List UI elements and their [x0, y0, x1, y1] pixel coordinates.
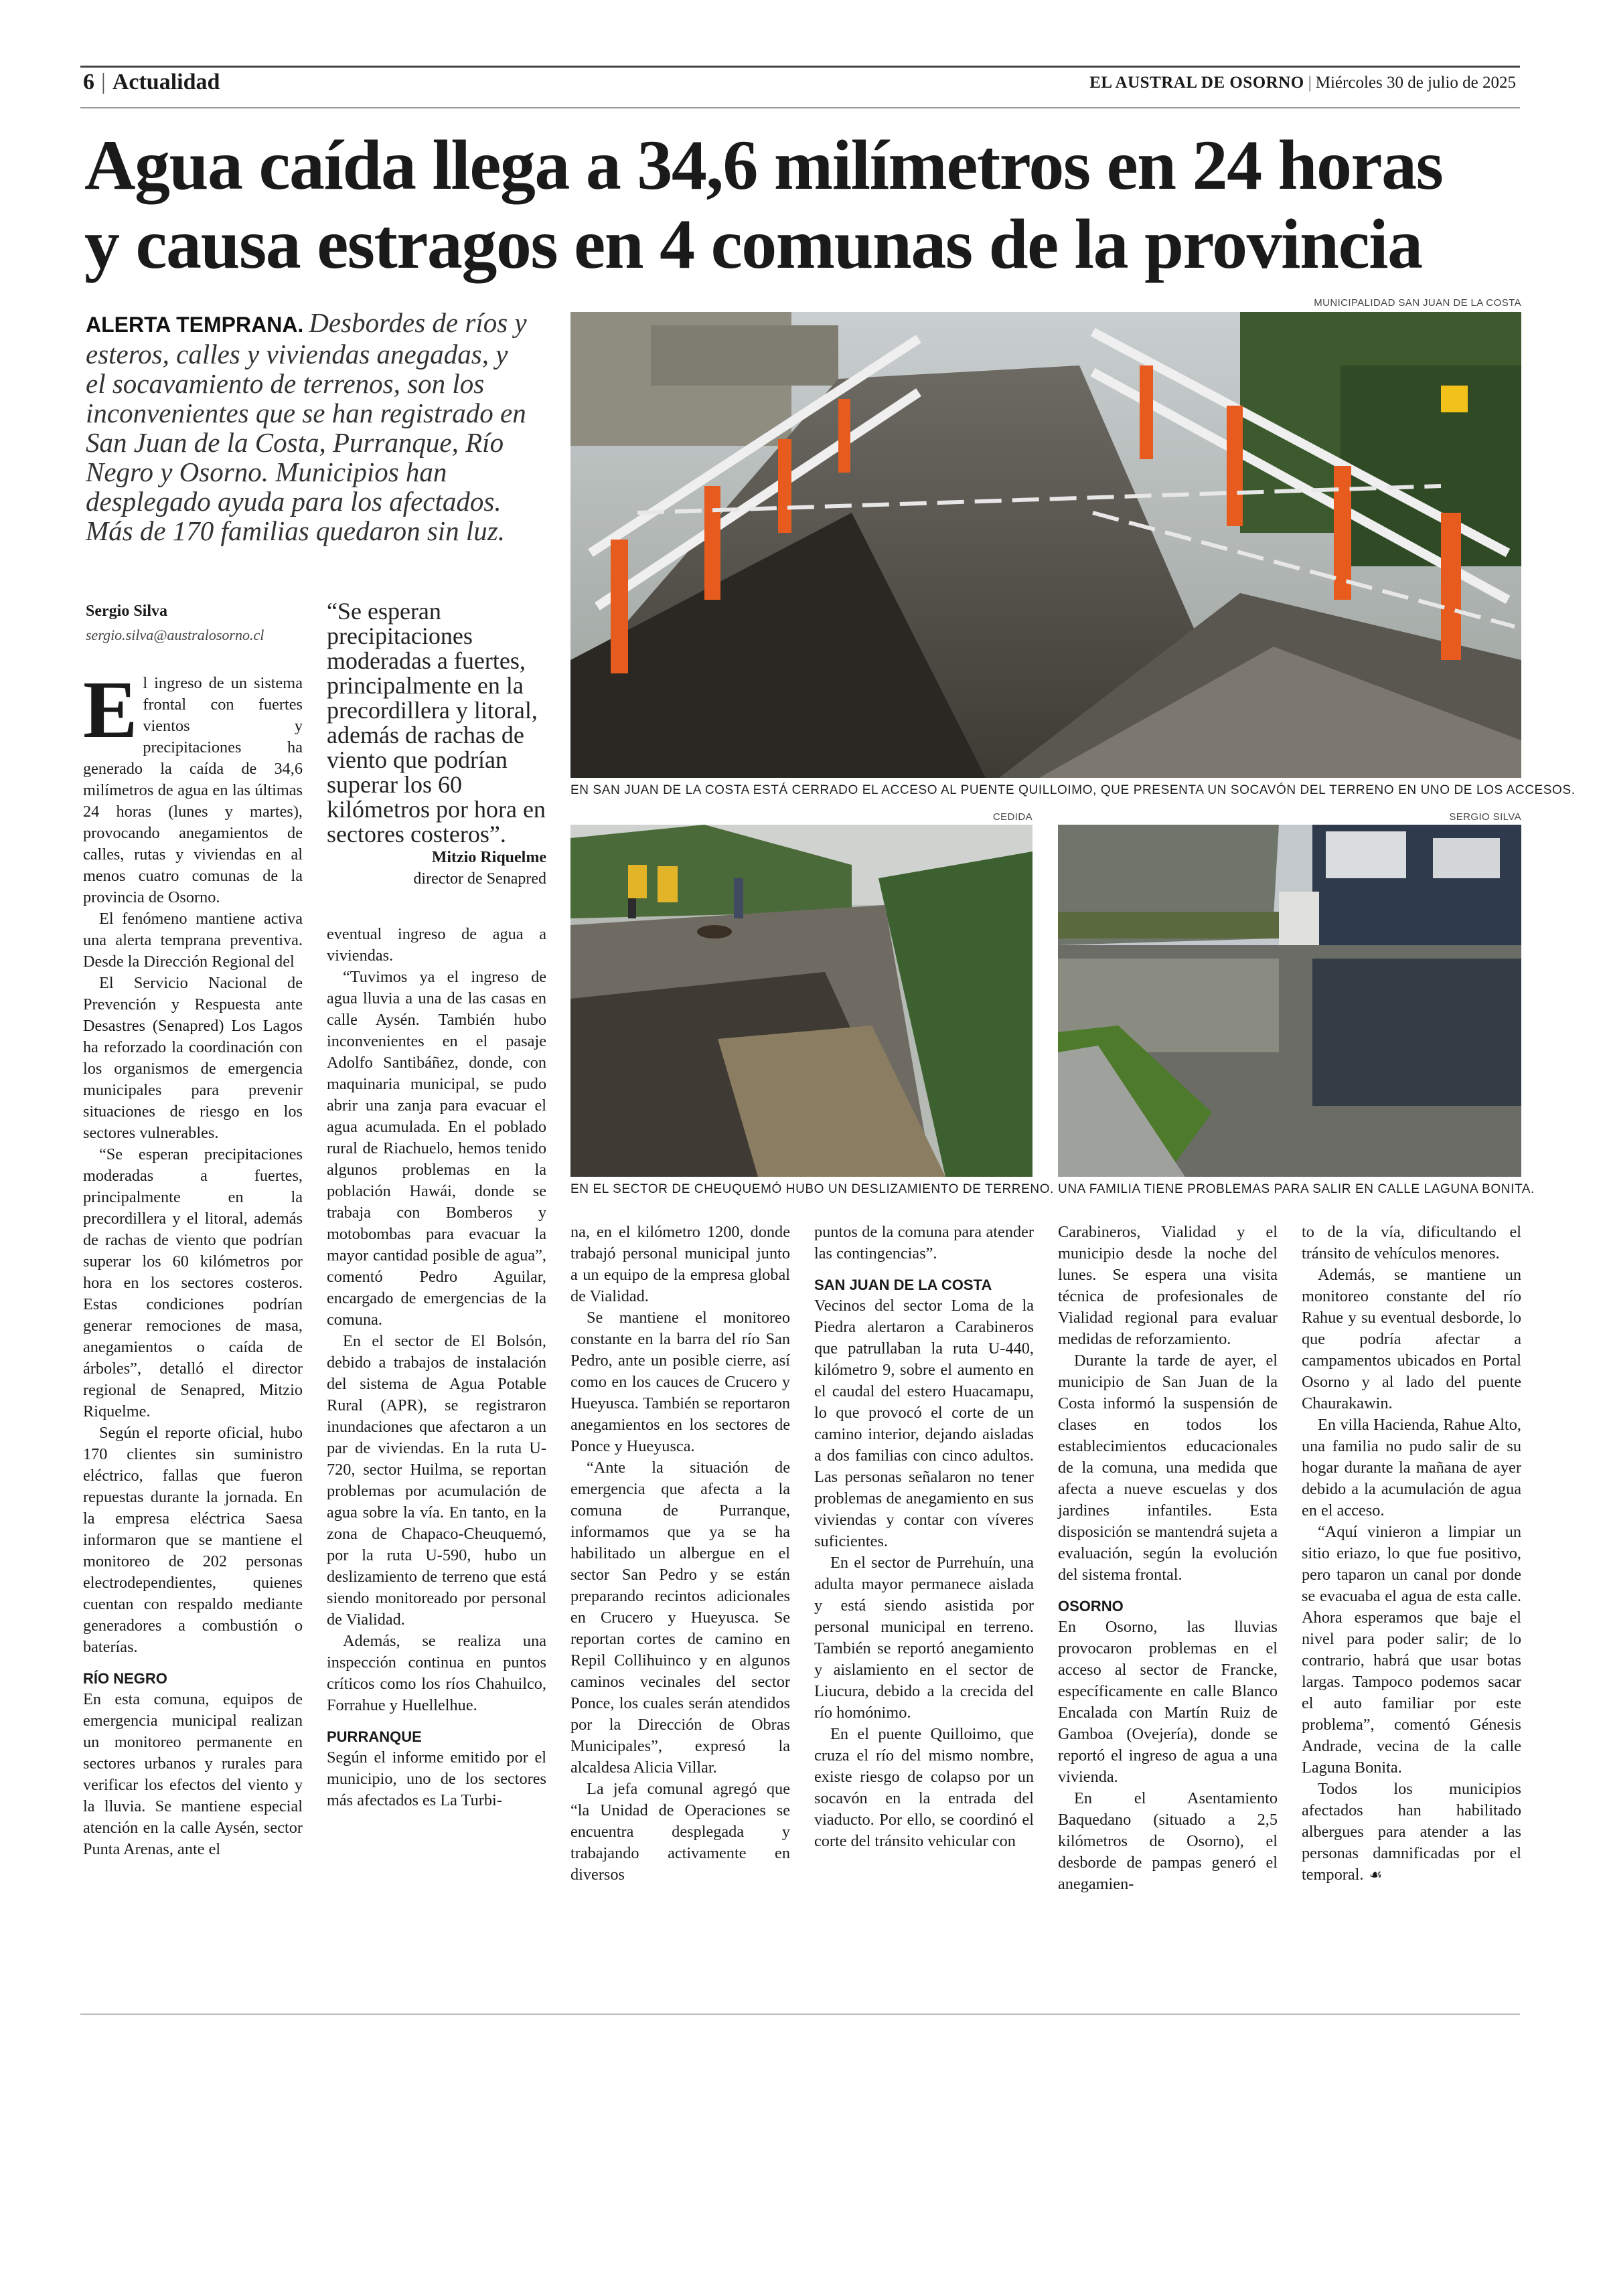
headline-line-1: Agua caída llega a 34,6 milímetros en 24 horas	[84, 126, 1443, 204]
body-paragraph: Además, se realiza una inspección continua en puntos críticos como los ríos Chahuilco, Forrahue y Huellelhue.	[327, 1632, 546, 1714]
body-paragraph: Además, se mantiene un monitoreo constante del río Rahue y su eventual desborde, lo que podría afectar a campamentos ubicados en Portal Osorno y al lado del puente Chaurakawin.	[1302, 1266, 1521, 1412]
body-paragraph: El fenómeno mantiene activa una alerta temprana preventiva. Desde la Dirección Regional del	[83, 910, 303, 971]
publication-name: EL AUSTRAL DE OSORNO	[1089, 74, 1304, 92]
main-photo-caption: EN SAN JUAN DE LA COSTA ESTÁ CERRADO EL ACCESO AL PUENTE QUILLOIMO, QUE PRESENTA UN SOCAVÓN DEL TERRENO EN UNO DE LOS ACCESOS.	[570, 783, 1576, 797]
body-paragraph: eventual ingreso de agua a viviendas.	[327, 925, 546, 965]
flood-photo	[1058, 825, 1521, 1177]
body-paragraph: Durante la tarde de ayer, el municipio de San Juan de la Costa informó la suspensión de clases en todos los establecimientos educacionales de la comuna, una medida que afecta a nueve escuelas y dos jardines infantiles. Esta disposición se mantendrá sujeta a evaluación, según la evolución del sistema frontal.	[1058, 1351, 1278, 1584]
end-mark-icon: ☙	[1369, 1867, 1383, 1884]
body-column-5	[1058, 1222, 1278, 1895]
body-paragraph: En esta comuna, equipos de emergencia municipal realizan un monitoreo permanente en sectores urbanos y rurales para verificar los efectos del viento y la lluvia. Se mantiene especial atención en la calle Aysén, sector Punta Arenas, ante el	[83, 1690, 303, 1858]
subhead-rio-negro: RÍO NEGRO	[83, 1670, 167, 1687]
pull-quote-role: director de Senapred	[413, 870, 546, 888]
body-paragraph: Se mantiene el monitoreo constante en la barra del río San Pedro, ante un posible cierre, así como en los cauces de Crucero y Hueyusca. También se reportaron anegamientos en los sectores de Ponce y Hueyusca.	[570, 1309, 790, 1455]
page-header-left: 6 | Actualidad	[83, 70, 220, 94]
body-paragraph: En el Asentamiento Baquedano (situado a 2,5 kilómetros de Osorno), el desborde de pampas generó el anegamien-	[1058, 1789, 1278, 1893]
body-column-2	[327, 924, 546, 1811]
body-paragraph: “Ante la situación de emergencia que afecta a la comuna de Purranque, informamos que ya se ha habilitado un albergue en el sector San Pedro y se están preparando recintos adicionales en Crucero y Hueyusca. Se reportan cortes de camino en Repil Collihuinco y en algunos caminos vecinales del sector Ponce, los cuales serán atendidos por la Dirección de Obras Municipales”, expresó la alcaldesa Alicia Villar.	[570, 1459, 790, 1777]
body-paragraph: na, en el kilómetro 1200, donde trabajó personal municipal junto a un equipo de la empresa global de Vialidad.	[570, 1223, 790, 1305]
lead-kicker: ALERTA TEMPRANA.	[86, 313, 304, 337]
body-paragraph: Según el reporte oficial, hubo 170 clientes sin suministro eléctrico, fallas que fueron repuestas durante la jornada. En la empresa eléctrica Saesa informaron que se mantiene el monitoreo de 202 personas electrodependientes, quienes cuentan con respaldo mediante generadores a combustión o baterías.	[83, 1424, 303, 1656]
body-paragraph: puntos de la comuna para atender las contingencias”.	[814, 1223, 1034, 1262]
lead-text: Desbordes de ríos y esteros, calles y viviendas anegadas, y el socavamiento de terrenos, son los inconvenientes que se han registrado en San Juan de la Costa, Purranque, Río Negro y Osorno. Municipios han desplegado ayuda para los afectados. Más de 170 familias quedaron sin luz.	[86, 307, 527, 546]
drop-cap: E	[83, 665, 138, 755]
headline-line-2: y causa estragos en 4 comunas de la provincia	[84, 205, 1422, 283]
section-name: Actualidad	[112, 70, 220, 94]
body-paragraph: En el sector de Purrehuín, una adulta mayor permanece aislada y está siendo asistida por personal municipal en terreno. También se reportó anegamiento y aislamiento en el sector de Liucura, debido a la crecida del río homónimo.	[814, 1554, 1034, 1722]
flood-photo-credit: SERGIO SILVA	[1449, 811, 1521, 823]
bottom-rule	[80, 2014, 1520, 2015]
body-paragraph: “Se esperan precipitaciones moderadas a fuertes, principalmente en la precordillera y el litoral, además de rachas de viento que podrían superar los 60 kilómetros por hora en los sectores costeros. Estas condiciones podrían generar remociones de masa, anegamientos o caída de árboles”, detalló el director regional de Senapred, Mitzio Riquelme.	[83, 1145, 303, 1420]
body-paragraph: Vecinos del sector Loma de la Piedra alertaron a Carabineros que patrullaban la ruta U-440, kilómetro 9, sobre el aumento en el caudal del estero Huacamapu, lo que provocó el corte de un camino interior, dejando aisladas a dos familias con cinco adultos. Las personas señalaron no tener problemas de anegamiento en sus viviendas y contar con víveres suficientes.	[814, 1297, 1034, 1550]
landslide-photo	[570, 825, 1032, 1177]
body-paragraph: Carabineros, Vialidad y el municipio desde la noche del lunes. Se espera una visita técnica de profesionales de Vialidad regional para evaluar medidas de reforzamiento.	[1058, 1223, 1278, 1348]
publication-date: Miércoles 30 de julio de 2025	[1315, 74, 1516, 92]
body-paragraph: “Aquí vinieron a limpiar un sitio eriazo, lo que fue positivo, pero taparon un canal por donde se evacuaba el agua de esta calle. Ahora esperamos que baje el nivel para poder salir; de lo contrario, habrá que usar botas largas. Tampoco podemos sacar el auto familiar por este problema”, comentó Génesis Andrade, vecina de la calle Laguna Bonita.	[1302, 1523, 1521, 1777]
pull-quote-name: Mitzio Riquelme	[431, 849, 546, 866]
body-paragraph: El Servicio Nacional de Prevención y Respuesta ante Desastres (Senapred) Los Lagos ha reforzado la coordinación con los organismos de emergencia municipales para prevenir situaciones de riesgo en los sectores vulnerables.	[83, 974, 303, 1142]
bridge-photo	[570, 312, 1521, 778]
body-paragraph: En el sector de El Bolsón, debido a trabajos de instalación del sistema de Agua Potable Rural (APR), se registraron inundaciones que afectaron a un par de viviendas. En la ruta U-720, sector Huilma, se reportan problemas por acumulación de agua sobre la vía. En tanto, en la zona de Chapaco-Cheuquemó, por la ruta U-590, hubo un deslizamiento de terreno que está siendo monitoreado por personal de Vialidad.	[327, 1332, 546, 1629]
body-paragraph: La jefa comunal agregó que “la Unidad de Operaciones se encuentra desplegada y trabajando activamente en diversos	[570, 1780, 790, 1884]
flood-photo-caption: UNA FAMILIA TIENE PROBLEMAS PARA SALIR EN CALLE LAGUNA BONITA.	[1058, 1182, 1535, 1196]
body-paragraph: En el puente Quilloimo, que cruza el río del mismo nombre, existe riesgo de colapso por un socavón en la entrada del viaducto. Por ello, se coordinó el corte del tránsito vehicular con	[814, 1725, 1034, 1850]
body-paragraph: Según el informe emitido por el municipio, uno de los sectores más afectados es La Turbi-	[327, 1748, 546, 1809]
top-rule	[80, 66, 1520, 68]
byline-author: Sergio Silva	[86, 602, 168, 620]
pull-quote: “Se esperan precipitaciones moderadas a fuertes, principalmente en la precordillera y litoral, además de rachas de viento que podrían superar los 60 kilómetros por hora en sectores costeros”.	[327, 598, 546, 847]
body-paragraph: Todos los municipios afectados han habilitado albergues para atender a las personas damnificadas por el temporal. ☙	[1302, 1780, 1521, 1884]
body-column-6	[1302, 1222, 1521, 1886]
body-paragraph: En villa Hacienda, Rahue Alto, una familia no pudo salir de su hogar durante la mañana de ayer debido a la acumulación de agua en el acceso.	[1302, 1416, 1521, 1520]
landslide-photo-caption: EN EL SECTOR DE CHEUQUEMÓ HUBO UN DESLIZAMIENTO DE TERRENO.	[570, 1182, 1054, 1196]
header-rule	[80, 107, 1520, 108]
landslide-photo-credit: CEDIDA	[992, 811, 1032, 823]
body-column-4	[814, 1222, 1034, 1852]
body-column-3	[570, 1222, 790, 1886]
headline	[84, 126, 1531, 284]
body-paragraph: “Tuvimos ya el ingreso de agua lluvia a una de las casas en calle Aysén. También hubo inconvenientes en el pasaje Adolfo Santibáñez, donde, con maquinaria municipal, se pudo abrir una zanja para evacuar el agua acumulada. En el poblado rural de Riachuelo, hemos tenido algunos problemas en la población Hawái, donde se trabaja con Bomberos y motobombas para evacuar la mayor cantidad posible de agua”, comentó Pedro Aguilar, encargado de emergencias de la comuna.	[327, 968, 546, 1329]
subhead-san-juan-de-la-costa: SAN JUAN DE LA COSTA	[814, 1277, 992, 1293]
lead-paragraph	[86, 308, 534, 546]
body-column-1	[83, 665, 303, 1860]
body-paragraph: El ingreso de un sistema frontal con fuertes vientos y precipitaciones ha generado la caída de 34,6 milímetros de agua en las últimas 24 horas (lunes y martes), provocando anegamientos de calles, rutas y viviendas en al menos cuatro comunas de la provincia de Osorno.	[83, 665, 303, 906]
page-header-right: EL AUSTRAL DE OSORNO | Miércoles 30 de julio de 2025	[1089, 74, 1516, 92]
main-photo-credit: MUNICIPALIDAD SAN JUAN DE LA COSTA	[1314, 297, 1521, 309]
subhead-purranque: PURRANQUE	[327, 1728, 422, 1745]
body-paragraph: to de la vía, dificultando el tránsito de vehículos menores.	[1302, 1223, 1521, 1262]
page-number: 6	[83, 70, 94, 94]
byline-email: sergio.silva@australosorno.cl	[86, 627, 264, 643]
subhead-osorno: OSORNO	[1058, 1598, 1124, 1615]
body-paragraph: En Osorno, las lluvias provocaron problemas en el acceso al sector de Francke, específicamente en calle Blanco Encalada con Martín Ruiz de Gamboa (Ovejería), donde se reportó el ingreso de agua a una vivienda.	[1058, 1618, 1278, 1786]
